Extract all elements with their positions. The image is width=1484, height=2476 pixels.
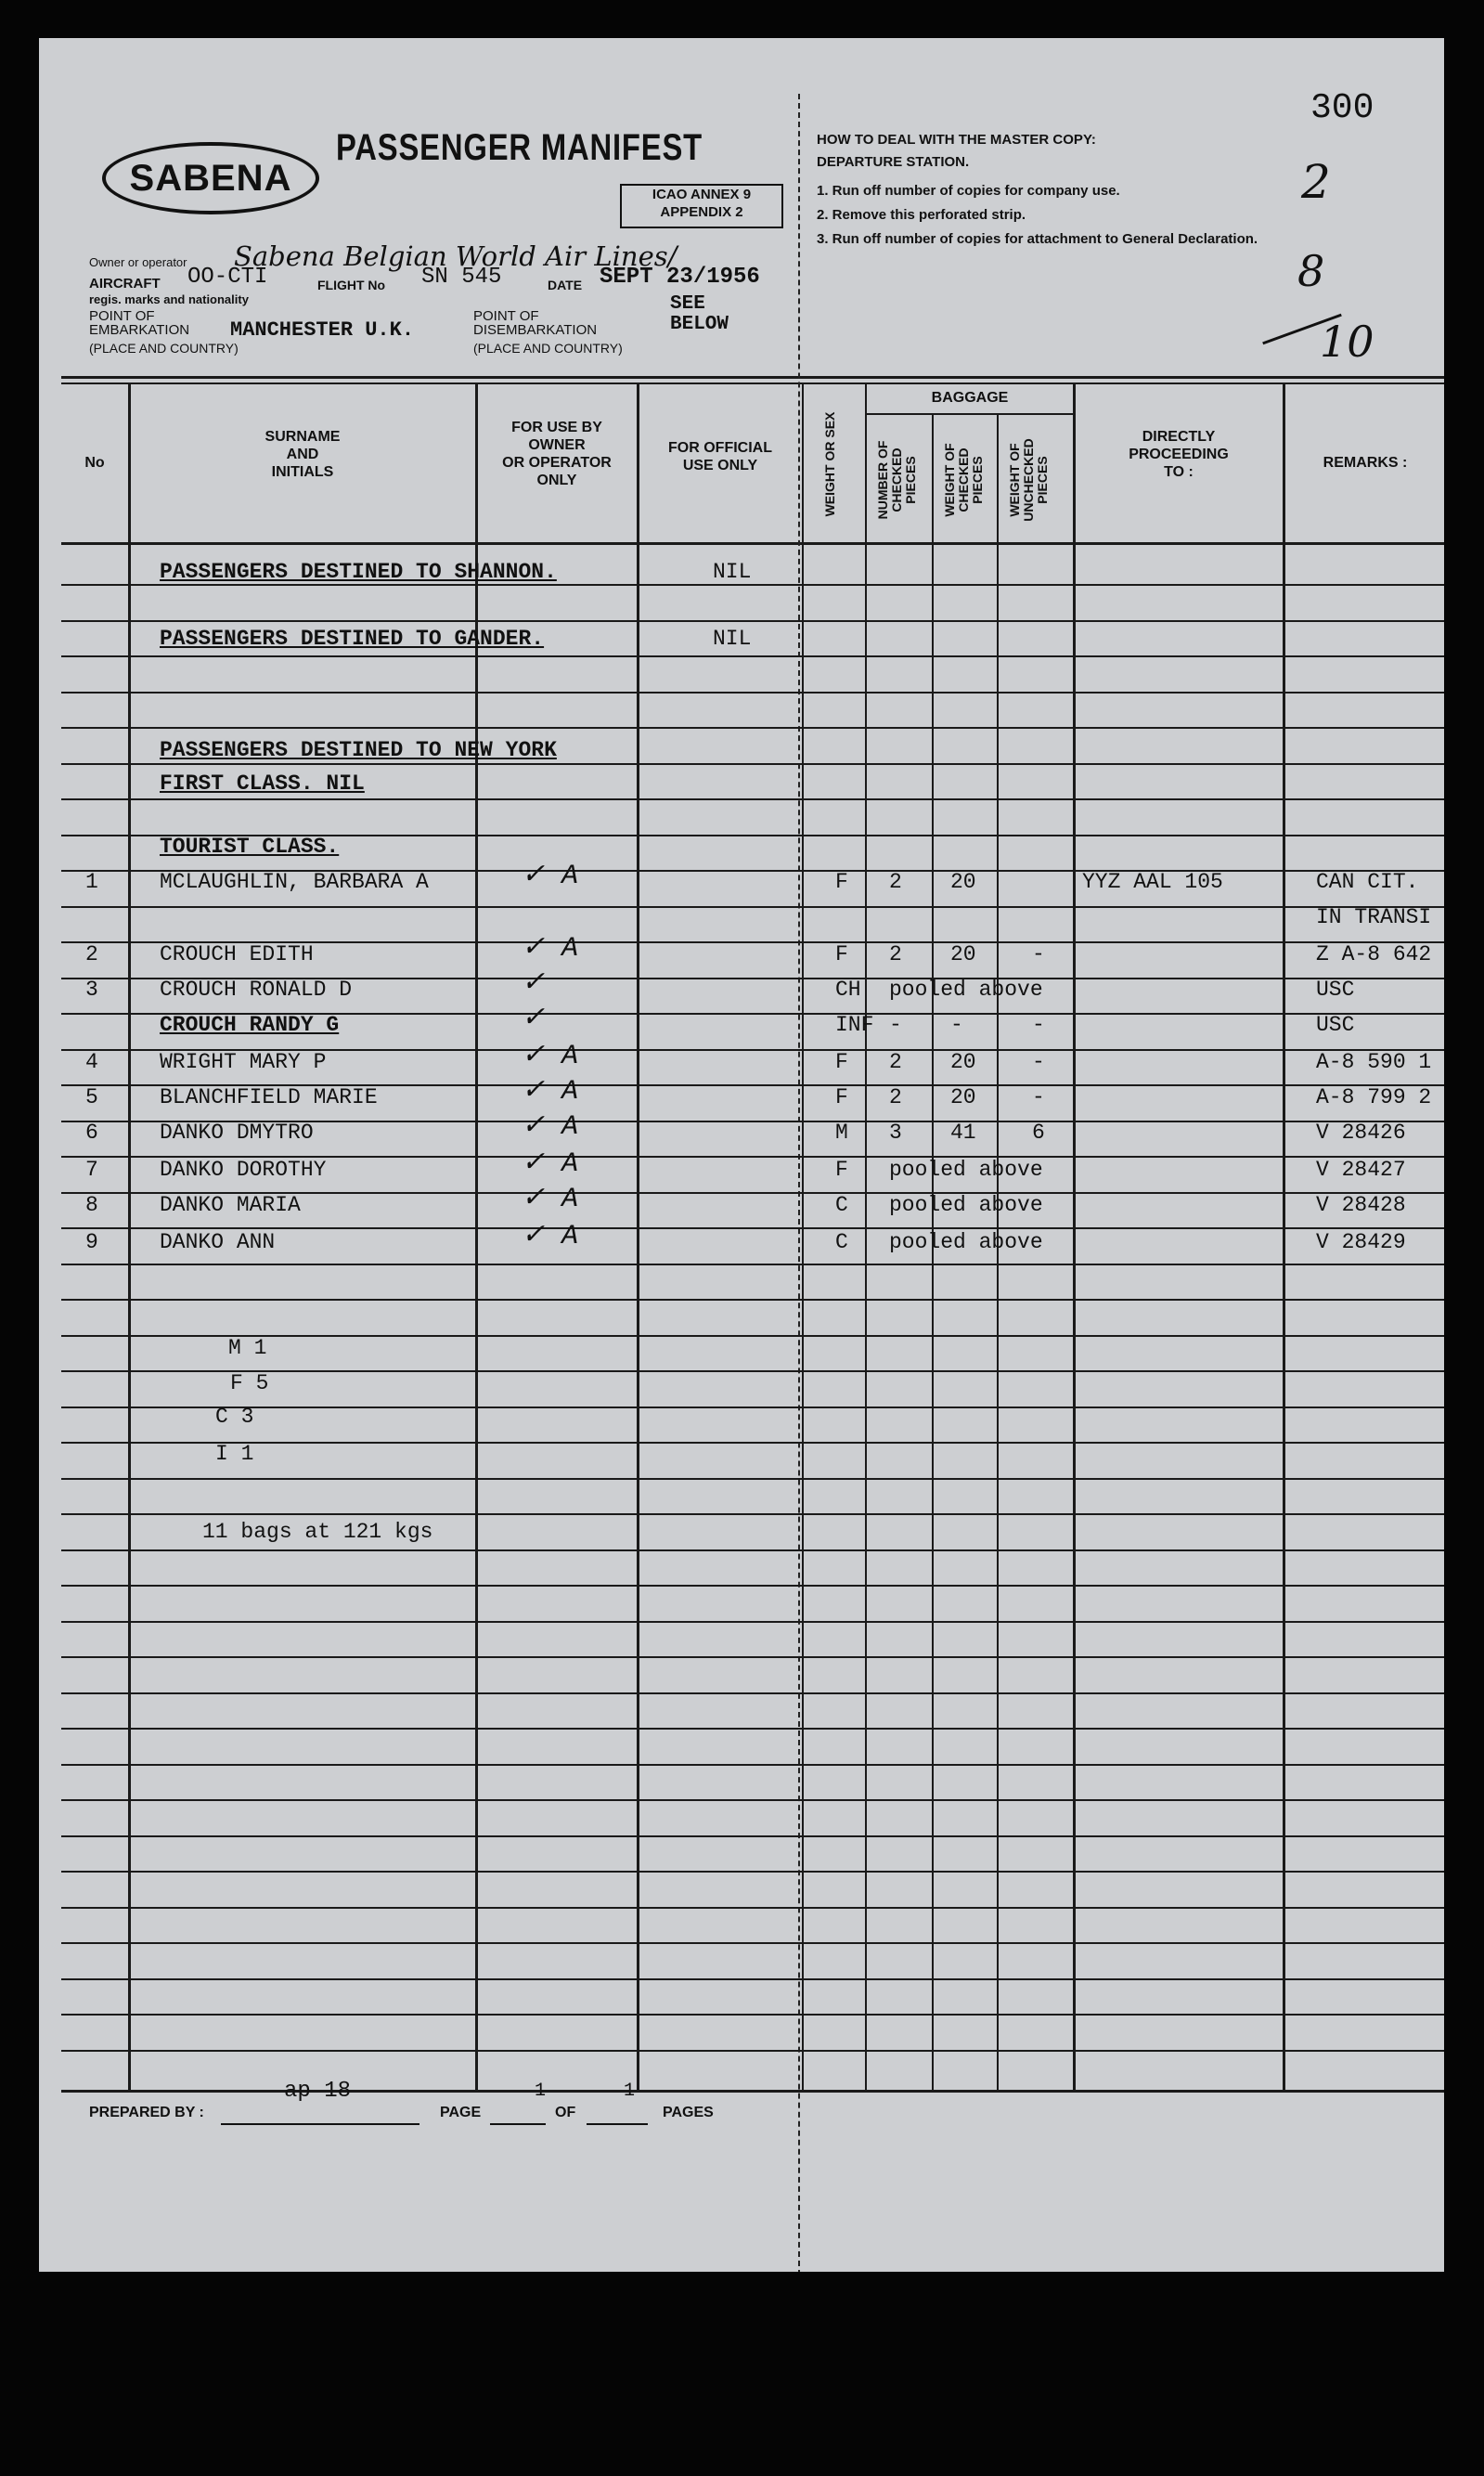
header-bottom-rule (61, 542, 1444, 545)
cell-remarks: IN TRANSI (1316, 905, 1432, 929)
row-rule (61, 2050, 1444, 2052)
cell-no: 4 (85, 1050, 98, 1074)
cell-sex: INF (835, 1013, 874, 1037)
cell-sex: CH (835, 978, 861, 1002)
page-label: PAGE (440, 2105, 482, 2120)
cell-wunchk: - (1032, 942, 1045, 966)
row-rule (61, 1478, 1444, 1480)
cell-mark: ✓ A (522, 1221, 579, 1252)
cell-remarks: V 28427 (1316, 1158, 1406, 1182)
cell-no: 1 (85, 870, 98, 894)
row-rule (61, 1835, 1444, 1837)
table-top-rule (61, 382, 1444, 384)
cell-wchk: 41 (950, 1121, 976, 1145)
embark-label: POINT OF EMBARKATION (89, 308, 190, 338)
of-label: OF (555, 2105, 576, 2120)
cell-name: TOURIST CLASS. (160, 835, 340, 859)
row-rule (61, 727, 1444, 729)
cell-no: 8 (85, 1193, 98, 1217)
cell-wchk: 20 (950, 1050, 976, 1074)
cell-official: NIL (713, 627, 752, 651)
baggage-rule (865, 413, 1073, 415)
cell-no: 9 (85, 1230, 98, 1254)
owner-label: Owner or operator (89, 255, 187, 269)
handwritten-number: 2 (1301, 155, 1331, 209)
form-title: PASSENGER MANIFEST (336, 127, 703, 168)
cell-name: WRIGHT MARY P (160, 1050, 327, 1074)
col-official: FOR OFFICIAL USE ONLY (668, 440, 772, 473)
row-rule (61, 1407, 1444, 1408)
cell-name: FIRST CLASS. NIL (160, 771, 365, 796)
cell-name: CROUCH RANDY G (160, 1013, 340, 1037)
row-rule (61, 1442, 1444, 1444)
cell-mark: ✓ A (522, 1111, 579, 1143)
cell-sex: M (835, 1121, 848, 1145)
total-male: M 1 (228, 1336, 267, 1360)
row-rule (61, 1907, 1444, 1909)
row-rule (61, 1513, 1444, 1515)
cell-pieces: 2 (889, 1050, 902, 1074)
row-rule (61, 655, 1444, 657)
disembark-sub: (PLACE AND COUNTRY) (473, 341, 623, 356)
of-value: 1 (624, 2081, 636, 2102)
cell-pieces: 2 (889, 942, 902, 966)
cell-wunchk: - (1032, 1050, 1045, 1074)
cell-proceed: YYZ AAL 105 (1082, 870, 1223, 894)
prepared-line (221, 2123, 419, 2125)
cell-mark: ✓ A (522, 861, 579, 892)
cell-wunchk: - (1032, 1085, 1045, 1109)
cell-no: 3 (85, 978, 98, 1002)
icao-box: ICAO ANNEX 9 APPENDIX 2 (620, 184, 783, 228)
page-value: 1 (535, 2081, 547, 2102)
cell-pieces: pooled above (889, 1230, 1043, 1254)
col-proceeding: DIRECTLY PROCEEDING TO : (1129, 429, 1229, 480)
cell-name: CROUCH RONALD D (160, 978, 353, 1002)
cell-sex: F (835, 870, 848, 894)
cell-remarks: USC (1316, 978, 1355, 1002)
col-wt-checked: WEIGHT OF CHECKED PIECES (942, 443, 985, 517)
cell-official: NIL (713, 560, 752, 584)
row-rule (61, 584, 1444, 586)
cell-mark: ✓ A (522, 1076, 579, 1108)
row-rule (61, 1871, 1444, 1873)
row-rule (61, 798, 1444, 800)
cell-name: PASSENGERS DESTINED TO NEW YORK (160, 738, 557, 762)
flight-value: SN 545 (421, 265, 502, 290)
cell-no: 5 (85, 1085, 98, 1109)
row-rule (61, 1621, 1444, 1623)
cell-name: MCLAUGHLIN, BARBARA A (160, 870, 429, 894)
bags-summary: 11 bags at 121 kgs (202, 1520, 433, 1544)
col-weight-sex: WEIGHT OR SEX (822, 411, 837, 517)
col-no: No (84, 455, 105, 471)
cell-remarks: A-8 590 1 (1316, 1050, 1432, 1074)
row-rule (61, 1728, 1444, 1730)
row-rule (61, 906, 1444, 908)
cell-wchk: - (950, 1013, 963, 1037)
row-rule (61, 1370, 1444, 1372)
row-rule (61, 1585, 1444, 1587)
owner-value: Sabena Belgian World Air Lines/ (234, 240, 677, 272)
cell-remarks: V 28429 (1316, 1230, 1406, 1254)
cell-pieces: 2 (889, 1085, 902, 1109)
date-label: DATE (548, 278, 583, 292)
cell-remarks: USC (1316, 1013, 1355, 1037)
total-infant: I 1 (215, 1442, 254, 1466)
cell-mark: ✓ A (522, 1148, 579, 1180)
page-stamp: 300 (1310, 88, 1374, 128)
cell-name: DANKO DMYTRO (160, 1121, 314, 1145)
cell-remarks: V 28426 (1316, 1121, 1406, 1145)
of-line (587, 2123, 648, 2125)
cell-sex: C (835, 1230, 848, 1254)
row-rule (61, 620, 1444, 622)
col-surname: SURNAME AND INITIALS (265, 429, 341, 480)
cell-mark: ✓ A (522, 933, 579, 965)
sabena-logo: SABENA (102, 142, 319, 214)
handwritten-number: 10 (1320, 317, 1374, 367)
row-rule (61, 1335, 1444, 1337)
row-rule (61, 2014, 1444, 2016)
cell-remarks: A-8 799 2 (1316, 1085, 1432, 1109)
instruction-item: 3. Run off number of copies for attachment to General Declaration. (817, 231, 1258, 247)
cell-name: CROUCH EDITH (160, 942, 314, 966)
cell-sex: C (835, 1193, 848, 1217)
col-remarks: REMARKS : (1323, 455, 1408, 471)
cell-pieces: - (889, 1013, 902, 1037)
cell-sex: F (835, 1158, 848, 1182)
cell-name: PASSENGERS DESTINED TO GANDER. (160, 627, 545, 651)
aircraft-value: OO-CTI (187, 265, 268, 290)
row-rule (61, 1978, 1444, 1980)
cell-pieces: 2 (889, 870, 902, 894)
instructions-list (817, 179, 1258, 252)
total-female: F 5 (230, 1371, 269, 1395)
row-rule (61, 1942, 1444, 1944)
cell-sex: F (835, 1085, 848, 1109)
embark-sub: (PLACE AND COUNTRY) (89, 341, 239, 356)
cell-remarks: Z A-8 642 (1316, 942, 1432, 966)
cell-pieces: pooled above (889, 978, 1043, 1002)
embark-value: MANCHESTER U.K. (230, 318, 415, 342)
row-rule (61, 1227, 1444, 1229)
cell-wchk: 20 (950, 870, 976, 894)
col-num-checked: NUMBER OF CHECKED PIECES (875, 440, 918, 520)
flight-label: FLIGHT No (317, 278, 386, 292)
row-rule (61, 1764, 1444, 1766)
cell-mark: ✓ A (522, 1184, 579, 1215)
disembark-label: POINT OF DISEMBARKATION (473, 308, 598, 338)
instruction-item: 2. Remove this perforated strip. (817, 207, 1026, 223)
cell-wchk: 20 (950, 942, 976, 966)
cell-name: BLANCHFIELD MARIE (160, 1085, 378, 1109)
col-wt-unchecked: WEIGHT OF UNCHECKED PIECES (1007, 438, 1050, 522)
row-rule (61, 1264, 1444, 1265)
cell-name: DANKO DOROTHY (160, 1158, 327, 1182)
aircraft-label: AIRCRAFT (89, 276, 161, 292)
cell-wunchk: - (1032, 1013, 1045, 1037)
cell-no: 2 (85, 942, 98, 966)
cell-mark: ✓ A (522, 1041, 579, 1072)
total-child: C 3 (215, 1405, 254, 1429)
cell-remarks: V 28428 (1316, 1193, 1406, 1217)
cell-name: DANKO MARIA (160, 1193, 301, 1217)
row-rule (61, 1299, 1444, 1301)
col-baggage: BAGGAGE (931, 390, 1009, 406)
date-value: SEPT 23/1956 (600, 265, 760, 290)
cell-sex: F (835, 1050, 848, 1074)
cell-mark: ✓ (522, 1004, 546, 1035)
cell-name: DANKO ANN (160, 1230, 276, 1254)
cell-name: PASSENGERS DESTINED TO SHANNON. (160, 560, 557, 584)
cell-no: 7 (85, 1158, 98, 1182)
instructions-title: HOW TO DEAL WITH THE MASTER COPY: DEPARTURE STATION. (817, 132, 1096, 170)
prepared-label: PREPARED BY : (89, 2105, 204, 2120)
row-rule (61, 1656, 1444, 1658)
cell-no: 6 (85, 1121, 98, 1145)
cell-pieces: pooled above (889, 1158, 1043, 1182)
row-rule (61, 1549, 1444, 1551)
handwritten-number: 8 (1297, 246, 1325, 296)
page-line (490, 2123, 546, 2125)
instruction-item: 1. Run off number of copies for company use. (817, 183, 1120, 199)
cell-wchk: 20 (950, 1085, 976, 1109)
row-rule (61, 763, 1444, 765)
table-bottom-rule (61, 2090, 1444, 2093)
cell-pieces: pooled above (889, 1193, 1043, 1217)
cell-pieces: 3 (889, 1121, 902, 1145)
table-top-rule (61, 376, 1444, 379)
cell-sex: F (835, 942, 848, 966)
prepared-value: ap 18 (284, 2079, 352, 2104)
disembark-value: SEE BELOW (670, 293, 729, 335)
cell-remarks: CAN CIT. (1316, 870, 1419, 894)
row-rule (61, 1799, 1444, 1801)
col-owner-use: FOR USE BY OWNER OR OPERATOR ONLY (502, 420, 612, 488)
row-rule (61, 1692, 1444, 1694)
aircraft-sub: regis. marks and nationality (89, 292, 249, 306)
pages-label: PAGES (663, 2105, 714, 2120)
perforation-line (798, 94, 800, 2272)
cell-wunchk: 6 (1032, 1121, 1045, 1145)
cell-mark: ✓ (522, 968, 546, 1000)
manifest-sheet (39, 38, 1444, 2272)
row-rule (61, 692, 1444, 694)
